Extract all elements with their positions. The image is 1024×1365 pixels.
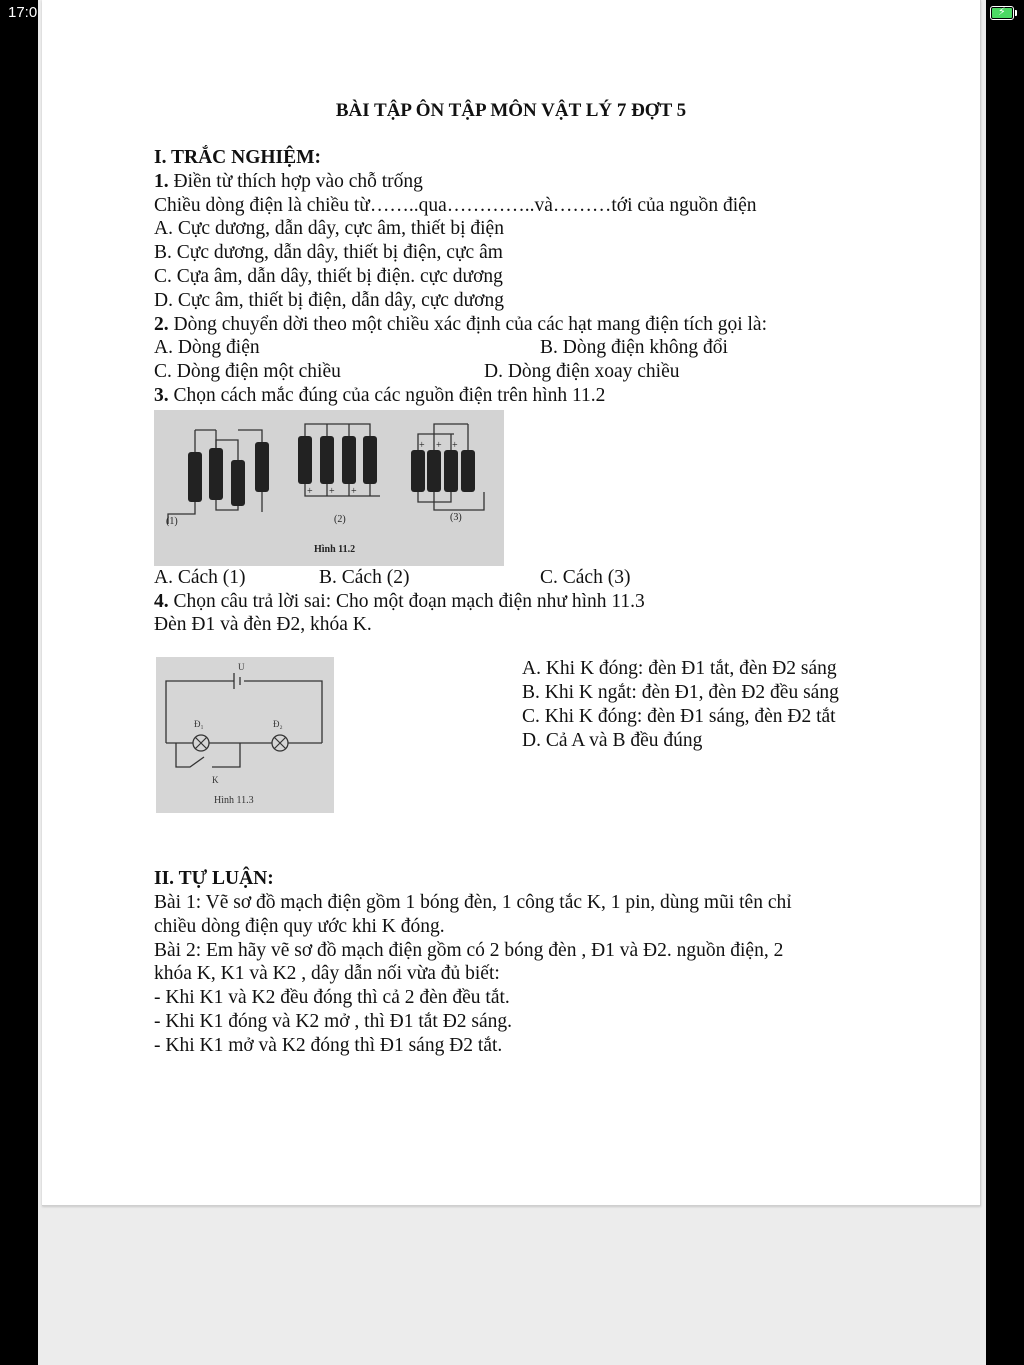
essay-line: - Khi K1 đóng và K2 mở , thì Đ1 tắt Đ2 sáng.	[154, 1010, 513, 1032]
question-1-fill-line: Chiều dòng điện là chiều từ……..qua…………..và………tới của nguồn điện	[154, 194, 757, 216]
question-1-option-b: B. Cực dương, dẫn dây, thiết bị điện, cực âm	[154, 242, 503, 264]
question-3	[154, 384, 874, 408]
figure-11-3-switch-label: K	[212, 775, 219, 786]
svg-text:+: +	[239, 457, 245, 469]
document-page	[42, 0, 981, 1206]
question-4-option-b: B. Khi K ngắt: đèn Đ1, đèn Đ2 đều sáng	[522, 681, 839, 703]
battery-icon: ⚡	[990, 6, 1014, 20]
question-1-number: 1.	[154, 170, 169, 192]
figure-11-3-caption: Hình 11.3	[214, 795, 254, 807]
question-4-option-a: A. Khi K đóng: đèn Đ1 tắt, đèn Đ2 sáng	[522, 658, 837, 680]
question-1-option-a: A. Cực dương, dẫn dây, cực âm, thiết bị điện	[154, 218, 504, 240]
question-4-number: 4.	[154, 590, 169, 612]
question-4-option-d: D. Cả A và B đều đúng	[522, 729, 703, 751]
essay-line: chiều dòng điện quy ước khi K đóng.	[154, 915, 445, 937]
status-bar-time: 17:0	[8, 4, 38, 21]
document-body	[154, 146, 874, 1058]
question-2-option-d: D. Dòng điện xoay chiều	[484, 361, 680, 383]
figure-11-3-lamp-1-label: Đ₁	[194, 719, 204, 730]
section-1-heading: I. TRẮC NGHIỆM:	[154, 147, 322, 168]
figure-11-3-source-label: U	[238, 662, 245, 673]
essay-line: Bài 1: Vẽ sơ đồ mạch điện gồm 1 bóng đèn, 1 công tắc K, 1 pin, dùng mũi tên chỉ	[154, 891, 792, 913]
svg-text:+: +	[419, 439, 425, 451]
question-4-subtext: Đèn Đ1 và đèn Đ2, khóa K.	[154, 614, 372, 636]
question-1-text: Điền từ thích hợp vào chỗ trống	[168, 170, 423, 192]
question-4-options	[522, 657, 839, 752]
question-4-block	[154, 657, 874, 835]
question-3-options-row	[154, 566, 874, 590]
question-3-option-a: A. Cách (1)	[154, 566, 246, 588]
svg-text:+: +	[216, 447, 222, 459]
question-3-option-b: B. Cách (2)	[319, 566, 410, 588]
svg-text:+: +	[452, 439, 458, 451]
essay-line: Bài 2: Em hãy vẽ sơ đồ mạch điện gồm có 2 bóng đèn , Đ1 và Đ2. nguồn điện, 2	[154, 939, 784, 961]
figure-11-3	[156, 657, 334, 813]
svg-text:+: +	[329, 485, 335, 497]
question-2-number: 2.	[154, 313, 169, 335]
question-2-option-c: C. Dòng điện một chiều	[154, 361, 341, 383]
question-2-options-row-2	[154, 360, 874, 384]
svg-text:+: +	[436, 439, 442, 451]
question-2-option-b: B. Dòng điện không đổi	[540, 337, 728, 359]
document-viewer[interactable]	[38, 0, 986, 1365]
section-2	[154, 867, 874, 1057]
question-4-text: Chọn câu trả lời sai: Cho một đoạn mạch điện như hình 11.3	[168, 590, 645, 612]
question-1-option-c: C. Cựa âm, dẫn dây, thiết bị điện. cực dương	[154, 265, 503, 287]
essay-line: khóa K, K1 và K2 , dây dẫn nối vừa đủ biết:	[154, 963, 500, 985]
question-2-text: Dòng chuyển dời theo một chiều xác định của các hạt mang điện tích gọi là:	[168, 313, 768, 335]
svg-text:+: +	[351, 485, 357, 497]
figure-11-2-label-3: (3)	[450, 511, 462, 523]
svg-text:+: +	[307, 485, 313, 497]
svg-text:+: +	[262, 481, 268, 493]
question-4-option-c: C. Khi K đóng: đèn Đ1 sáng, đèn Đ2 tắt	[522, 705, 836, 727]
figure-11-3-lamp-2-label: Đ₂	[273, 719, 283, 730]
document-title: BÀI TẬP ÔN TẬP MÔN VẬT LÝ 7 ĐỢT 5	[335, 100, 687, 121]
question-2	[154, 313, 874, 337]
question-2-option-a: A. Dòng điện	[154, 337, 260, 359]
svg-text:+: +	[194, 449, 200, 461]
question-3-option-c: C. Cách (3)	[540, 566, 631, 588]
essay-line: - Khi K1 và K2 đều đóng thì cả 2 đèn đều tắt.	[154, 987, 510, 1009]
figure-11-2	[154, 410, 504, 566]
figure-11-2-label-2: (2)	[334, 513, 346, 525]
section-2-heading: II. TỰ LUẬN:	[154, 868, 274, 890]
figure-11-2-caption: Hình 11.2	[314, 543, 356, 555]
question-3-number: 3.	[154, 384, 169, 406]
figure-11-2-label-1: (1)	[166, 515, 178, 527]
question-2-options-row-1	[154, 336, 874, 360]
question-1	[154, 170, 874, 194]
question-4	[154, 590, 874, 614]
question-3-text: Chọn cách mắc đúng của các nguồn điện trên hình 11.2	[168, 384, 606, 406]
question-1-option-d: D. Cực âm, thiết bị điện, dẫn dây, cực dương	[154, 289, 504, 311]
essay-line: - Khi K1 mở và K2 đóng thì Đ1 sáng Đ2 tắt.	[154, 1034, 503, 1056]
